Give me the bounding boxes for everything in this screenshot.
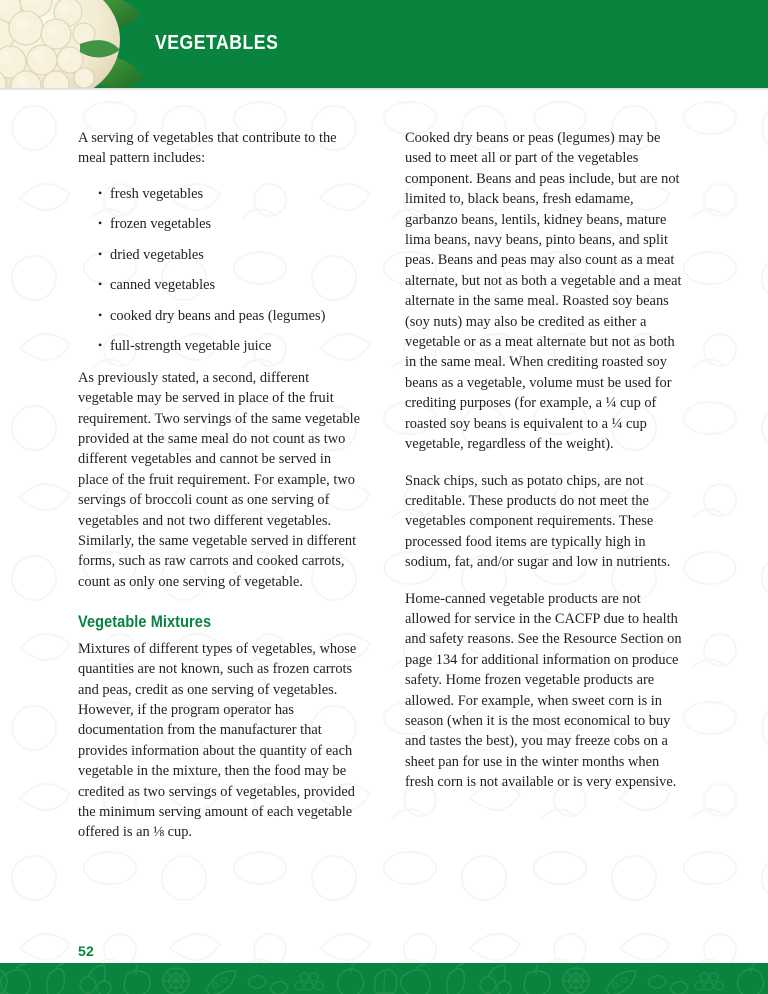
list-item: • canned vegetables [78,276,363,295]
section-heading-vegetable-mixtures: Vegetable Mixtures [78,613,212,632]
page-title: VEGETABLES [155,31,279,54]
page-content [0,88,768,918]
right-column [405,128,688,793]
list-item: • cooked dry beans and peas (legumes) [78,307,363,326]
right-paragraph-2: Snack chips, such as potato chips, are not creditable. These products do not meet the vegetables component requirements. These processed food items are typically high in sodium, fat, and/or sugar and low in nutrients. [405,472,671,571]
left-paragraph-2: As previously stated, a second, different vegetable may be served in place of the fruit requirement. Two servings of the same vegetable provided at the same meal do not count as two different vegetables and cannot be served in place of the fruit requirement. For example, two servings of broccoli count as one serving of vegetables and not two different vegetables. Similarly, the same vegetable served in different forms, such as raw carrots and cooked carrots, count as only one serving of vegetable. [78,369,361,590]
right-paragraph-1: Cooked dry beans or peas (legumes) may be used to meet all or part of the vegetables component. Beans and peas include, but are not limited to, black beans, fresh edamame, garbanzo beans, lentils, kidney beans, mature lima beans, navy beans, pinto beans, and split peas. Beans and peas may also count as a meat alternate, but not as both a vegetable and a meat alternate in the same meal. Roasted soy beans (soy nuts) may also be credited as either a vegetable or as a meat alternate but not as both in the same meal. When crediting roasted soy beans as a vegetable, volume must be used for crediting purposes (for example, a ¼ cup of roasted soy beans is equivalent to a ¼ cup vegetable, regardless of the weight). [405,130,682,453]
intro-paragraph: A serving of vegetables that contribute to the meal pattern includes: [78,130,337,167]
page-header-band [0,0,768,88]
list-item: • frozen vegetables [78,215,363,234]
vegetable-serving-list [78,185,363,357]
vegetable-outline-pattern-icon [0,963,768,994]
list-item: • full-strength vegetable juice [78,337,363,356]
left-paragraph-3: Mixtures of different types of vegetables, whose quantities are not known, such as frozen carrots and peas, credit as one serving of vegetables. However, if the program operator has documentation from the manufacturer that provides information about the quantity of each vegetable in the mixture, then the food may be credited as two servings of vegetables, provided the minimum serving amount of each vegetable offered is an ⅛ cup. [78,640,357,841]
left-column [78,128,363,843]
page-number: 52 [78,943,94,959]
list-item: • fresh vegetables [78,185,363,204]
page-footer-band [0,963,768,994]
right-paragraph-3: Home-canned vegetable products are not allowed for service in the CACFP due to health and safety reasons. See the Resource Section on page 134 for additional information on produce safety. Home frozen vegetable products are allowed. For example, when sweet corn is in season (when it is the most economical to buy and tastes the best), you may freeze cobs on a sheet pan for use in the winter months when fresh corn is not available or is very expensive. [405,590,682,791]
list-item: • dried vegetables [78,246,363,265]
